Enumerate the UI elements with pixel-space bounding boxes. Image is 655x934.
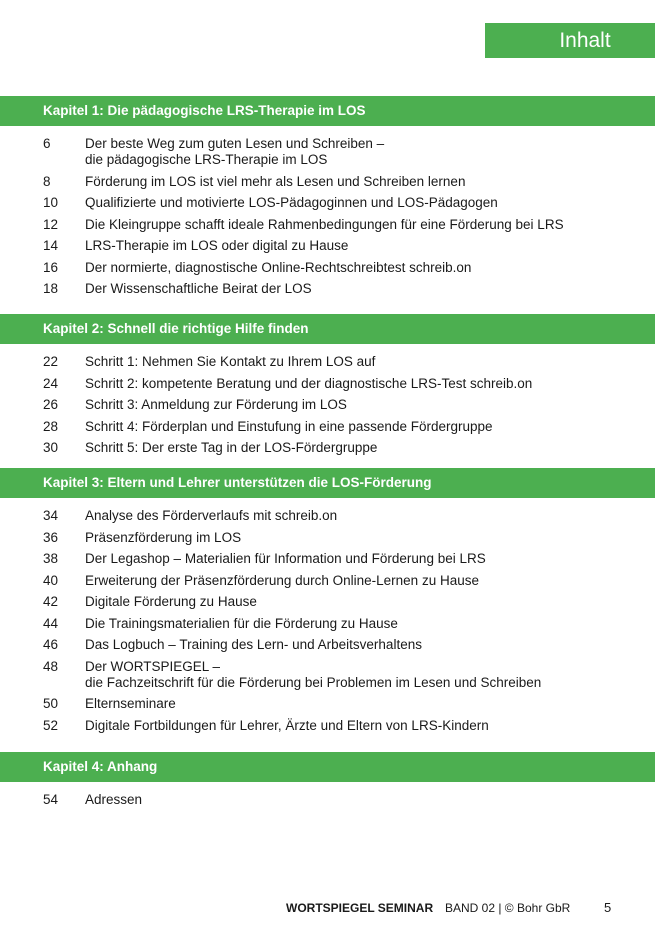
- chapter-2: [0, 314, 655, 462]
- toc-page-number: 48: [43, 658, 59, 674]
- toc-title: Der WORTSPIEGEL – die Fachzeitschrift für die Förderung bei Problemen im Lesen und Schreiben: [85, 658, 542, 690]
- toc-entry[interactable]: [0, 696, 655, 712]
- toc-title: Der beste Weg zum guten Lesen und Schreiben – die pädagogische LRS-Therapie im LOS: [85, 136, 385, 167]
- chapter-1-entries: [0, 136, 655, 297]
- toc-title: Der Wissenschaftliche Beirat der LOS: [85, 281, 312, 296]
- toc-entry[interactable]: [0, 260, 655, 276]
- toc-entry[interactable]: [0, 354, 655, 370]
- toc-entry[interactable]: [0, 551, 655, 567]
- chapter-4: [0, 752, 655, 814]
- toc-entry[interactable]: [0, 530, 655, 546]
- footer-page-number: 5: [604, 900, 612, 915]
- chapter-3: [0, 468, 655, 739]
- toc-page-number: 16: [43, 259, 59, 275]
- toc-entry[interactable]: [0, 718, 655, 734]
- chapter-3-heading: Kapitel 3: Eltern und Lehrer unterstützen die LOS-Förderung: [0, 468, 655, 498]
- chapter-2-entries: [0, 354, 655, 456]
- toc-title: Der Legashop – Materialien für Information und Förderung bei LRS: [85, 551, 486, 566]
- toc-page-number: 22: [43, 354, 59, 369]
- toc-title: Erweiterung der Präsenzförderung durch Online-Lernen zu Hause: [85, 572, 479, 588]
- toc-entry[interactable]: [0, 573, 655, 589]
- toc-title: Qualifizierte und motivierte LOS-Pädagoginnen und LOS-Pädagogen: [85, 195, 498, 210]
- toc-entry[interactable]: [0, 594, 655, 610]
- toc-page-number: 50: [43, 696, 59, 711]
- toc-title: Schritt 5: Der erste Tag in der LOS-Fördergruppe: [85, 440, 378, 455]
- toc-title: Schritt 4: Förderplan und Einstufung in eine passende Fördergruppe: [85, 418, 493, 434]
- chapter-2-heading: Kapitel 2: Schnell die richtige Hilfe finden: [0, 314, 655, 344]
- toc-title: Analyse des Förderverlaufs mit schreib.on: [85, 508, 338, 523]
- chapter-4-entries: [0, 792, 655, 808]
- toc-entry[interactable]: [0, 238, 655, 254]
- chapter-1-heading: Kapitel 1: Die pädagogische LRS-Therapie im LOS: [0, 96, 655, 126]
- toc-page-number: 46: [43, 637, 59, 652]
- chapter-4-heading: Kapitel 4: Anhang: [0, 752, 655, 782]
- toc-title: Digitale Fortbildungen für Lehrer, Ärzte und Eltern von LRS-Kindern: [85, 717, 489, 733]
- toc-entry[interactable]: [0, 281, 655, 297]
- toc-title: Präsenzförderung im LOS: [85, 529, 242, 545]
- toc-page-number: 34: [43, 508, 59, 523]
- toc-entry[interactable]: [0, 217, 655, 233]
- toc-entry[interactable]: [0, 508, 655, 524]
- footer-brand: WORTSPIEGEL SEMINAR: [286, 901, 434, 915]
- toc-page-number: 28: [43, 418, 59, 434]
- toc-title: Schritt 3: Anmeldung zur Förderung im LOS: [85, 397, 347, 412]
- toc-page-number: 42: [43, 594, 59, 609]
- toc-page-number: 40: [43, 572, 59, 588]
- toc-entry[interactable]: [0, 195, 655, 211]
- toc-entry[interactable]: [0, 397, 655, 413]
- toc-title: Die Trainingsmaterialien für die Förderung zu Hause: [85, 615, 398, 631]
- toc-entry[interactable]: [0, 616, 655, 632]
- toc-entry[interactable]: [0, 637, 655, 653]
- toc-page-number: 52: [43, 717, 59, 733]
- toc-page-number: 36: [43, 529, 59, 545]
- toc-page-number: 44: [43, 615, 59, 631]
- toc-page-number: 6: [43, 136, 51, 151]
- toc-page-number: 12: [43, 216, 59, 232]
- toc-title: Elternseminare: [85, 696, 176, 711]
- footer-publication-info: BAND 02 | © Bohr GbR: [445, 901, 571, 915]
- toc-entry[interactable]: [0, 659, 655, 691]
- inhalt-tab: Inhalt: [485, 23, 655, 58]
- toc-page-number: 26: [43, 397, 59, 412]
- toc-page-number: 14: [43, 238, 59, 253]
- toc-page-number: 8: [43, 173, 51, 189]
- toc-entry[interactable]: [0, 792, 655, 808]
- toc-page-number: 18: [43, 281, 59, 296]
- toc-entry[interactable]: [0, 376, 655, 392]
- toc-title: Adressen: [85, 792, 143, 807]
- toc-title: Das Logbuch – Training des Lern- und Arbeitsverhaltens: [85, 637, 422, 652]
- toc-title: Schritt 2: kompetente Beratung und der diagnostische LRS-Test schreib.on: [85, 375, 533, 391]
- toc-entry[interactable]: [0, 174, 655, 190]
- toc-title: LRS-Therapie im LOS oder digital zu Hause: [85, 238, 349, 253]
- toc-page-number: 10: [43, 195, 59, 210]
- toc-title: Förderung im LOS ist viel mehr als Lesen und Schreiben lernen: [85, 173, 466, 189]
- toc-page-number: 54: [43, 792, 59, 807]
- toc-title: Der normierte, diagnostische Online-Rechtschreibtest schreib.on: [85, 259, 472, 275]
- toc-entry[interactable]: [0, 440, 655, 456]
- chapter-1: [0, 96, 655, 303]
- toc-entry[interactable]: [0, 136, 655, 168]
- chapter-3-entries: [0, 508, 655, 734]
- toc-page-number: 30: [43, 440, 59, 455]
- toc-title: Die Kleingruppe schafft ideale Rahmenbedingungen für eine Förderung bei LRS: [85, 216, 564, 232]
- toc-title: Schritt 1: Nehmen Sie Kontakt zu Ihrem LOS auf: [85, 354, 376, 369]
- toc-page-number: 24: [43, 375, 59, 391]
- toc-page-number: 38: [43, 551, 59, 566]
- toc-entry[interactable]: [0, 419, 655, 435]
- toc-title: Digitale Förderung zu Hause: [85, 594, 257, 609]
